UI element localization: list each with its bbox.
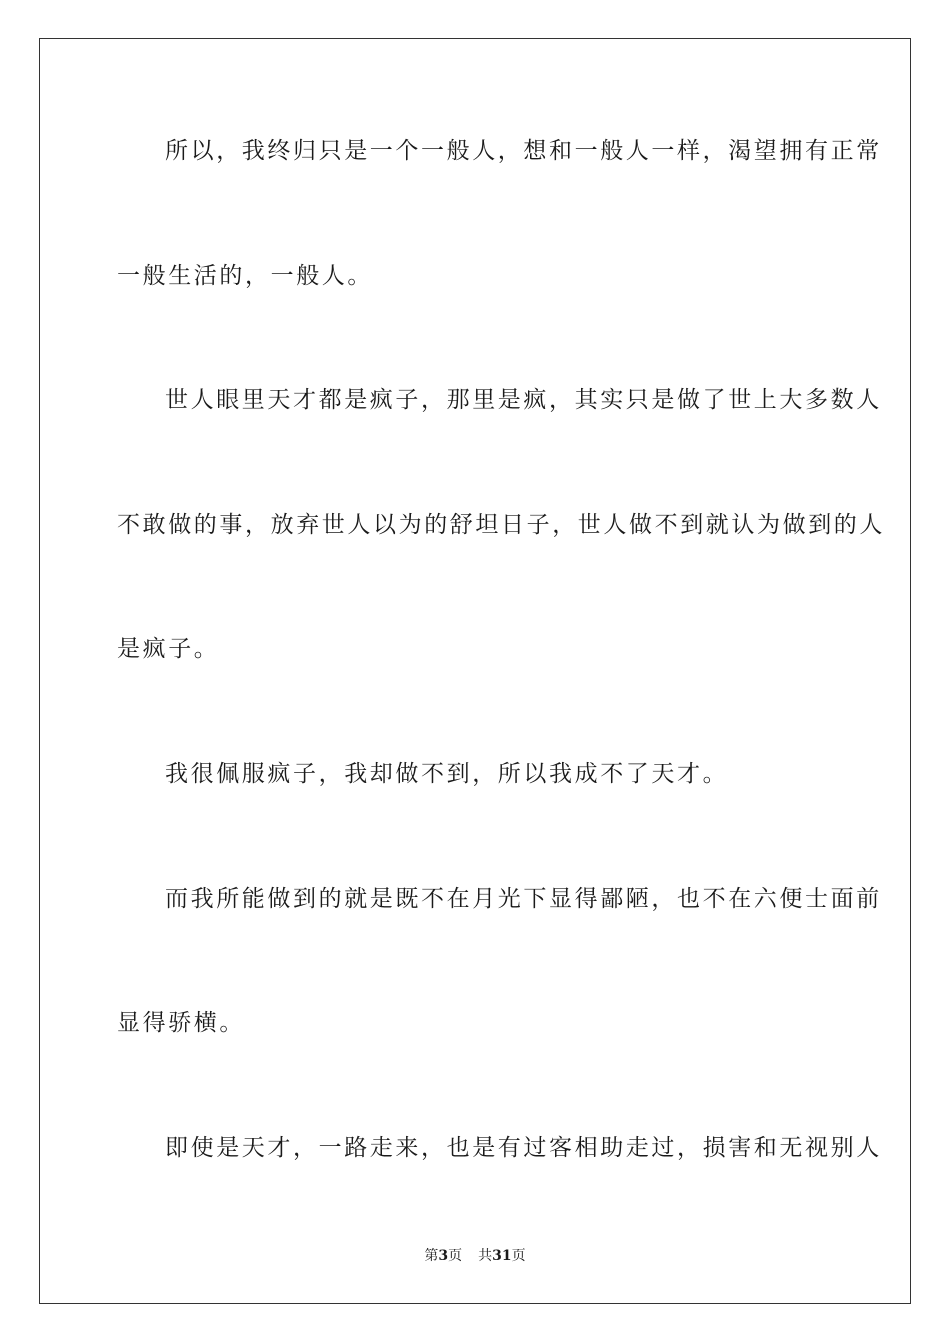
page-border bbox=[39, 38, 911, 1304]
paragraph-line: 显得骄横。 bbox=[117, 1010, 245, 1036]
paragraph-line: 我很佩服疯子，我却做不到，所以我成不了天才。 bbox=[165, 761, 729, 787]
page-number: 3 bbox=[438, 1248, 449, 1264]
paragraph-line: 一般生活的，一般人。 bbox=[117, 263, 373, 289]
paragraph-line: 所以，我终归只是一个一般人，想和一般人一样，渴望拥有正常 bbox=[165, 138, 882, 164]
page-footer bbox=[0, 1246, 950, 1266]
total-prefix: 共 bbox=[478, 1248, 493, 1264]
total-suffix: 页 bbox=[511, 1248, 526, 1264]
paragraph-line: 不敢做的事，放弃世人以为的舒坦日子，世人做不到就认为做到的人 bbox=[117, 512, 885, 538]
total-pages: 31 bbox=[492, 1248, 512, 1264]
paragraph-line: 是疯子。 bbox=[117, 636, 220, 662]
paragraph-line: 世人眼里天才都是疯子，那里是疯，其实只是做了世上大多数人 bbox=[165, 387, 882, 413]
page-prefix: 第 bbox=[424, 1248, 439, 1264]
paragraph-line: 即使是天才，一路走来，也是有过客相助走过，损害和无视别人 bbox=[165, 1135, 882, 1161]
paragraph-line: 而我所能做到的就是既不在月光下显得鄙陋，也不在六便士面前 bbox=[165, 886, 882, 912]
page-suffix: 页 bbox=[448, 1248, 463, 1264]
